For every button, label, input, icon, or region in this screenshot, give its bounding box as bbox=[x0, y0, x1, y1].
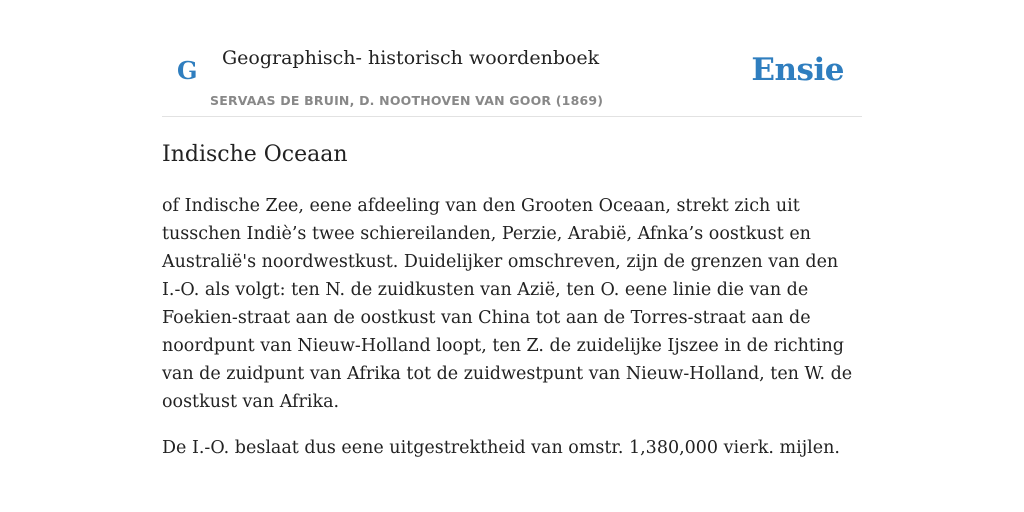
entry-paragraph: De I.-O. beslaat dus eene uitgestrektheid van omstr. 1,380,000 vierk. mijlen. bbox=[162, 438, 840, 458]
book-header bbox=[162, 0, 862, 117]
ensie-logo[interactable]: Ensie bbox=[751, 52, 844, 88]
entry-body bbox=[162, 192, 862, 462]
entry-title: Indische Oceaan bbox=[162, 142, 348, 167]
book-letter-icon[interactable]: G bbox=[177, 56, 198, 85]
book-authors: SERVAAS DE BRUIN, D. NOOTHOVEN VAN GOOR (1869) bbox=[210, 93, 604, 108]
book-title-link[interactable]: Geographisch- historisch woordenboek bbox=[222, 47, 600, 69]
entry-paragraph: of Indische Zee, eene afdeeling van den Grooten Oceaan, strekt zich uit tusschen Indiè’s twee schiereilanden, Perzie, Arabië, Afnka’s oostkust en Australië's noordwestkust. Duidelijker omschreven, zijn de grenzen van den I.-O. als volgt: ten N. de zuidkusten van Azië, ten O. eene linie die van de Foekien-straat aan de oostkust van China tot aan de Torres-straat aan de noordpunt van Nieuw-Holland loopt, ten Z. de zuidelijke Ijszee in de richting van de zuidpunt van Afrika tot de zuidwestpunt van Nieuw-Holland, ten W. de oostkust van Afrika. bbox=[162, 196, 853, 412]
entry-content bbox=[162, 138, 862, 480]
